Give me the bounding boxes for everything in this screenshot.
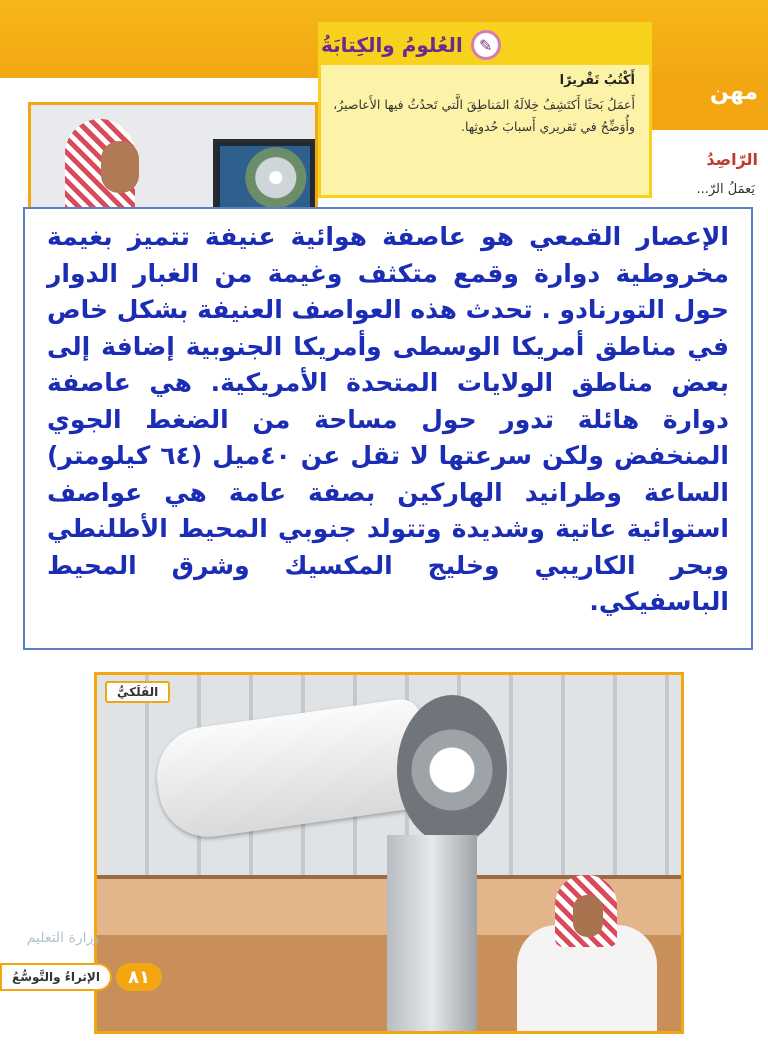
astronomer-face [573, 895, 603, 937]
page-footer [0, 962, 176, 992]
science-writing-text: أَعمَلُ بَحثًا أَكتَشِفُ خِلالَهُ المَناطِقَ الَّتي تَحدُثُ فيها الأَعاصيرُ، وأُوَضِّحُ في تَقريري أَسبابَ حُدوثِها. [333, 97, 635, 134]
science-writing-body [321, 65, 649, 138]
main-paragraph: الإعصار القمعي هو عاصفة هوائية عنيفة تتميز بغيمة مخروطية دوارة وقمع متكثف وغيمة من الغبار الدوار حول التورنادو . تحدث هذه العواصف العنيفة بشكل خاص في مناطق أمريكا الوسطى وأمريكا الجنوبية إضافة إلى بعض مناطق الولايات المتحدة الأمريكية. هي عاصفة دوارة هائلة تدور حول مساحة من الضغط الجوي المنخفض ولكن سرعتها لا تقل عن ٤٠ميل (٦٤ كيلومتر) الساعة وطرانيد الهاركين بصفة عامة هي عواصف استوائية عاتية وشديدة وتتولد جنوبي المحيط الأطلنطي وبحر الكاريبي وخليج المكسيك وشرق المحيط الباسفيكي. [47, 222, 729, 616]
astronomer-figure [497, 875, 657, 1034]
footer-label: الإثراءُ والتَّوسُّعُ [0, 963, 112, 991]
pencil-icon: ✎ [471, 30, 501, 60]
astronomer-tag: الفَلَكيُّ [105, 681, 170, 703]
weather-monitor [213, 139, 317, 208]
science-writing-box [318, 22, 652, 198]
observer-face [101, 141, 139, 193]
telescope-mount [387, 835, 477, 1034]
astronomer-photo [94, 672, 684, 1034]
observer-label: الرّاصِدُ [706, 150, 758, 169]
main-text-box [23, 207, 753, 650]
science-writing-subtitle: أَكْتُبُ تَقْريرًا [559, 73, 635, 88]
page-number: ٨١ [116, 963, 162, 991]
observer-photo [28, 102, 318, 208]
observer-text-fragment: يَعمَلُ الرّ... [696, 182, 755, 197]
watermark: وزارة التعليم [26, 930, 100, 946]
telescope-wheel [397, 695, 507, 845]
hurricane-satellite-image [220, 146, 310, 208]
section-heading: مهن [710, 80, 758, 105]
science-writing-title: العُلومُ والكِتابَةُ [321, 33, 463, 57]
science-writing-header [321, 25, 649, 65]
